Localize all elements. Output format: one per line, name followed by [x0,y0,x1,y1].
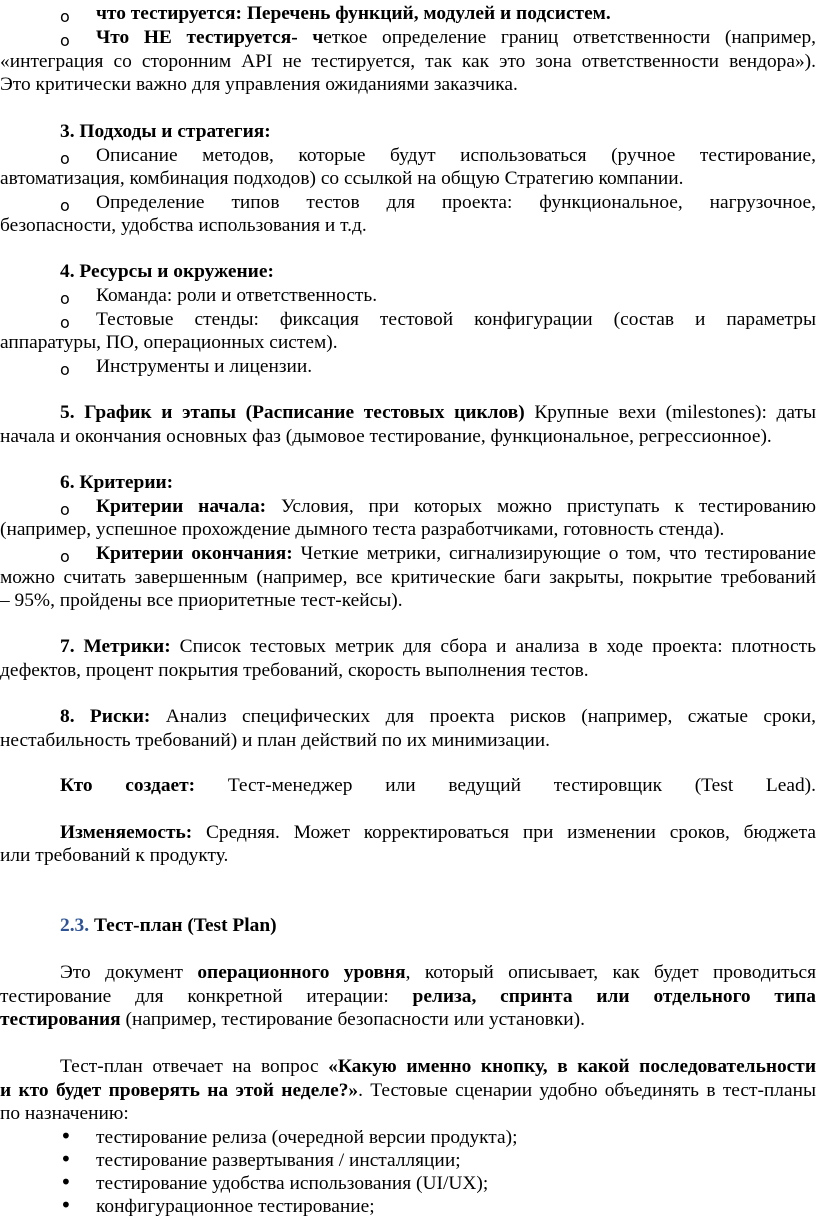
item-text: конфигурационное тестирование; [96,1196,375,1217]
item-text: Тестовые стенды: фиксация тестовой конфигурации (состав и параметры [96,309,816,330]
bullet-icon: • [60,1193,72,1217]
label: Кто создает: [60,775,196,796]
text-span: (например, тестирование безопасности или установки). [120,1009,585,1030]
circle-bullet-icon: o [60,289,70,308]
text-line: нестабильность требований) и план действий по их минимизации. [0,730,550,751]
text-span: Это документ [60,962,198,983]
paragraph-text: Средняя. Может корректироваться при изменении сроков, бюджета [192,822,816,843]
circle-bullet-icon: o [60,149,70,168]
section-number: 2.3. [60,915,90,936]
paragraph-line [0,985,816,1008]
item-text: Инструменты и лицензии. [96,356,313,377]
text-line: по назначению: [0,1103,129,1124]
text-line: безопасности, удобства использования и т.д. [0,215,367,236]
section-heading: 8. Риски: [60,706,151,727]
item-text: Условия, при которых можно приступать к тестированию [266,496,816,517]
section-title-text: Тест-план (Test Plan) [93,915,277,936]
paragraph-text: Тест-менеджер или ведущий тестировщик (Test Lead). [195,775,816,796]
bullet-icon: • [60,1147,72,1171]
bullet-icon: • [60,1170,72,1194]
item-text: что тестируется: Перечень функций, модулей и подсистем. [96,3,611,24]
text-span: , который описывает, как будет проводиться [405,962,816,983]
item-label: Что НЕ тестируется- ч [96,27,324,48]
circle-bullet-icon: o [60,313,70,332]
bold-span: операционного уровня [197,962,406,983]
item-text: Команда: роли и ответственность. [96,285,378,306]
paragraph-text: Анализ специфических для проекта рисков (например, сжатые сроки, [150,706,816,727]
section-heading: 7. Метрики: [60,636,171,657]
bold-span: «Какую именно кнопку, в какой последовательности [328,1056,816,1077]
item-text: тестирование релиза (очередной версии продукта); [96,1127,518,1148]
text-line: можно считать завершенным (например, все критические баги закрыты, покрытие требований [0,567,816,588]
text-line: (например, успешное прохождение дымного теста разработчиками, готовность стенда). [0,519,725,540]
bold-span: релиза, спринта или отдельного типа [412,986,816,1007]
text-span: . Тестовые сценарии удобно объединять в тест-планы [358,1080,816,1101]
item-text: Определение типов тестов для проекта: функциональное, нагрузочное, [96,192,816,213]
paragraph-text: Список тестовых метрик для сбора и анализа в ходе проекта: плотность [170,636,816,657]
bold-span: и кто будет проверять на этой неделе?» [0,1080,359,1101]
paragraph-line [0,1079,816,1102]
item-label: Критерии начала: [96,496,267,517]
label: Изменяемость: [60,822,193,843]
text-line: автоматизация, комбинация подходов) со ссылкой на общую Стратегию компании. [0,168,684,189]
text-line: «интеграция со сторонним API не тестируется, так как это зона ответственности вендора»). [0,51,816,72]
paragraph-line [0,1008,816,1031]
circle-bullet-icon: o [60,196,70,215]
text-span: тестирование для конкретной итерации: [0,986,413,1007]
text-line: или требований к продукту. [0,845,229,866]
bullet-icon: • [60,1124,72,1148]
item-text: еткое определение границ ответственности (например, [323,27,816,48]
circle-bullet-icon: o [60,360,70,379]
section-heading: 4. Ресурсы и окружение: [60,261,274,282]
item-label: Критерии окончания: [96,543,293,564]
text-line: – 95%, пройдены все приоритетные тест-кейсы). [0,590,403,611]
text-line: Это критически важно для управления ожиданиями заказчика. [0,74,518,95]
circle-bullet-icon: o [60,547,70,566]
item-text: тестирование удобства использования (UI/UX); [96,1173,489,1194]
item-text: тестирование развертывания / инсталляции; [96,1150,461,1171]
circle-bullet-icon: o [60,7,70,26]
text-line: начала и окончания основных фаз (дымовое тестирование, функциональное, регрессионное). [0,426,772,447]
text-line: дефектов, процент покрытия требований, скорость выполнения тестов. [0,660,589,681]
item-text: Четкие метрики, сигнализирующие о том, что тестирование [292,543,816,564]
text-span: Тест-план отвечает на вопрос [60,1056,329,1077]
item-text: Описание методов, которые будут использоваться (ручное тестирование, [96,145,816,166]
section-heading: 5. График и этапы (Расписание тестовых циклов) [60,402,525,423]
section-heading: 3. Подходы и стратегия: [60,121,271,142]
paragraph-text: Крупные вехи (milestones): даты [524,402,816,423]
bold-span: тестирования [0,1009,121,1030]
section-heading: 6. Критерии: [60,472,174,493]
circle-bullet-icon: o [60,500,70,519]
circle-bullet-icon: o [60,31,70,50]
text-line: аппаратуры, ПО, операционных систем). [0,332,338,353]
